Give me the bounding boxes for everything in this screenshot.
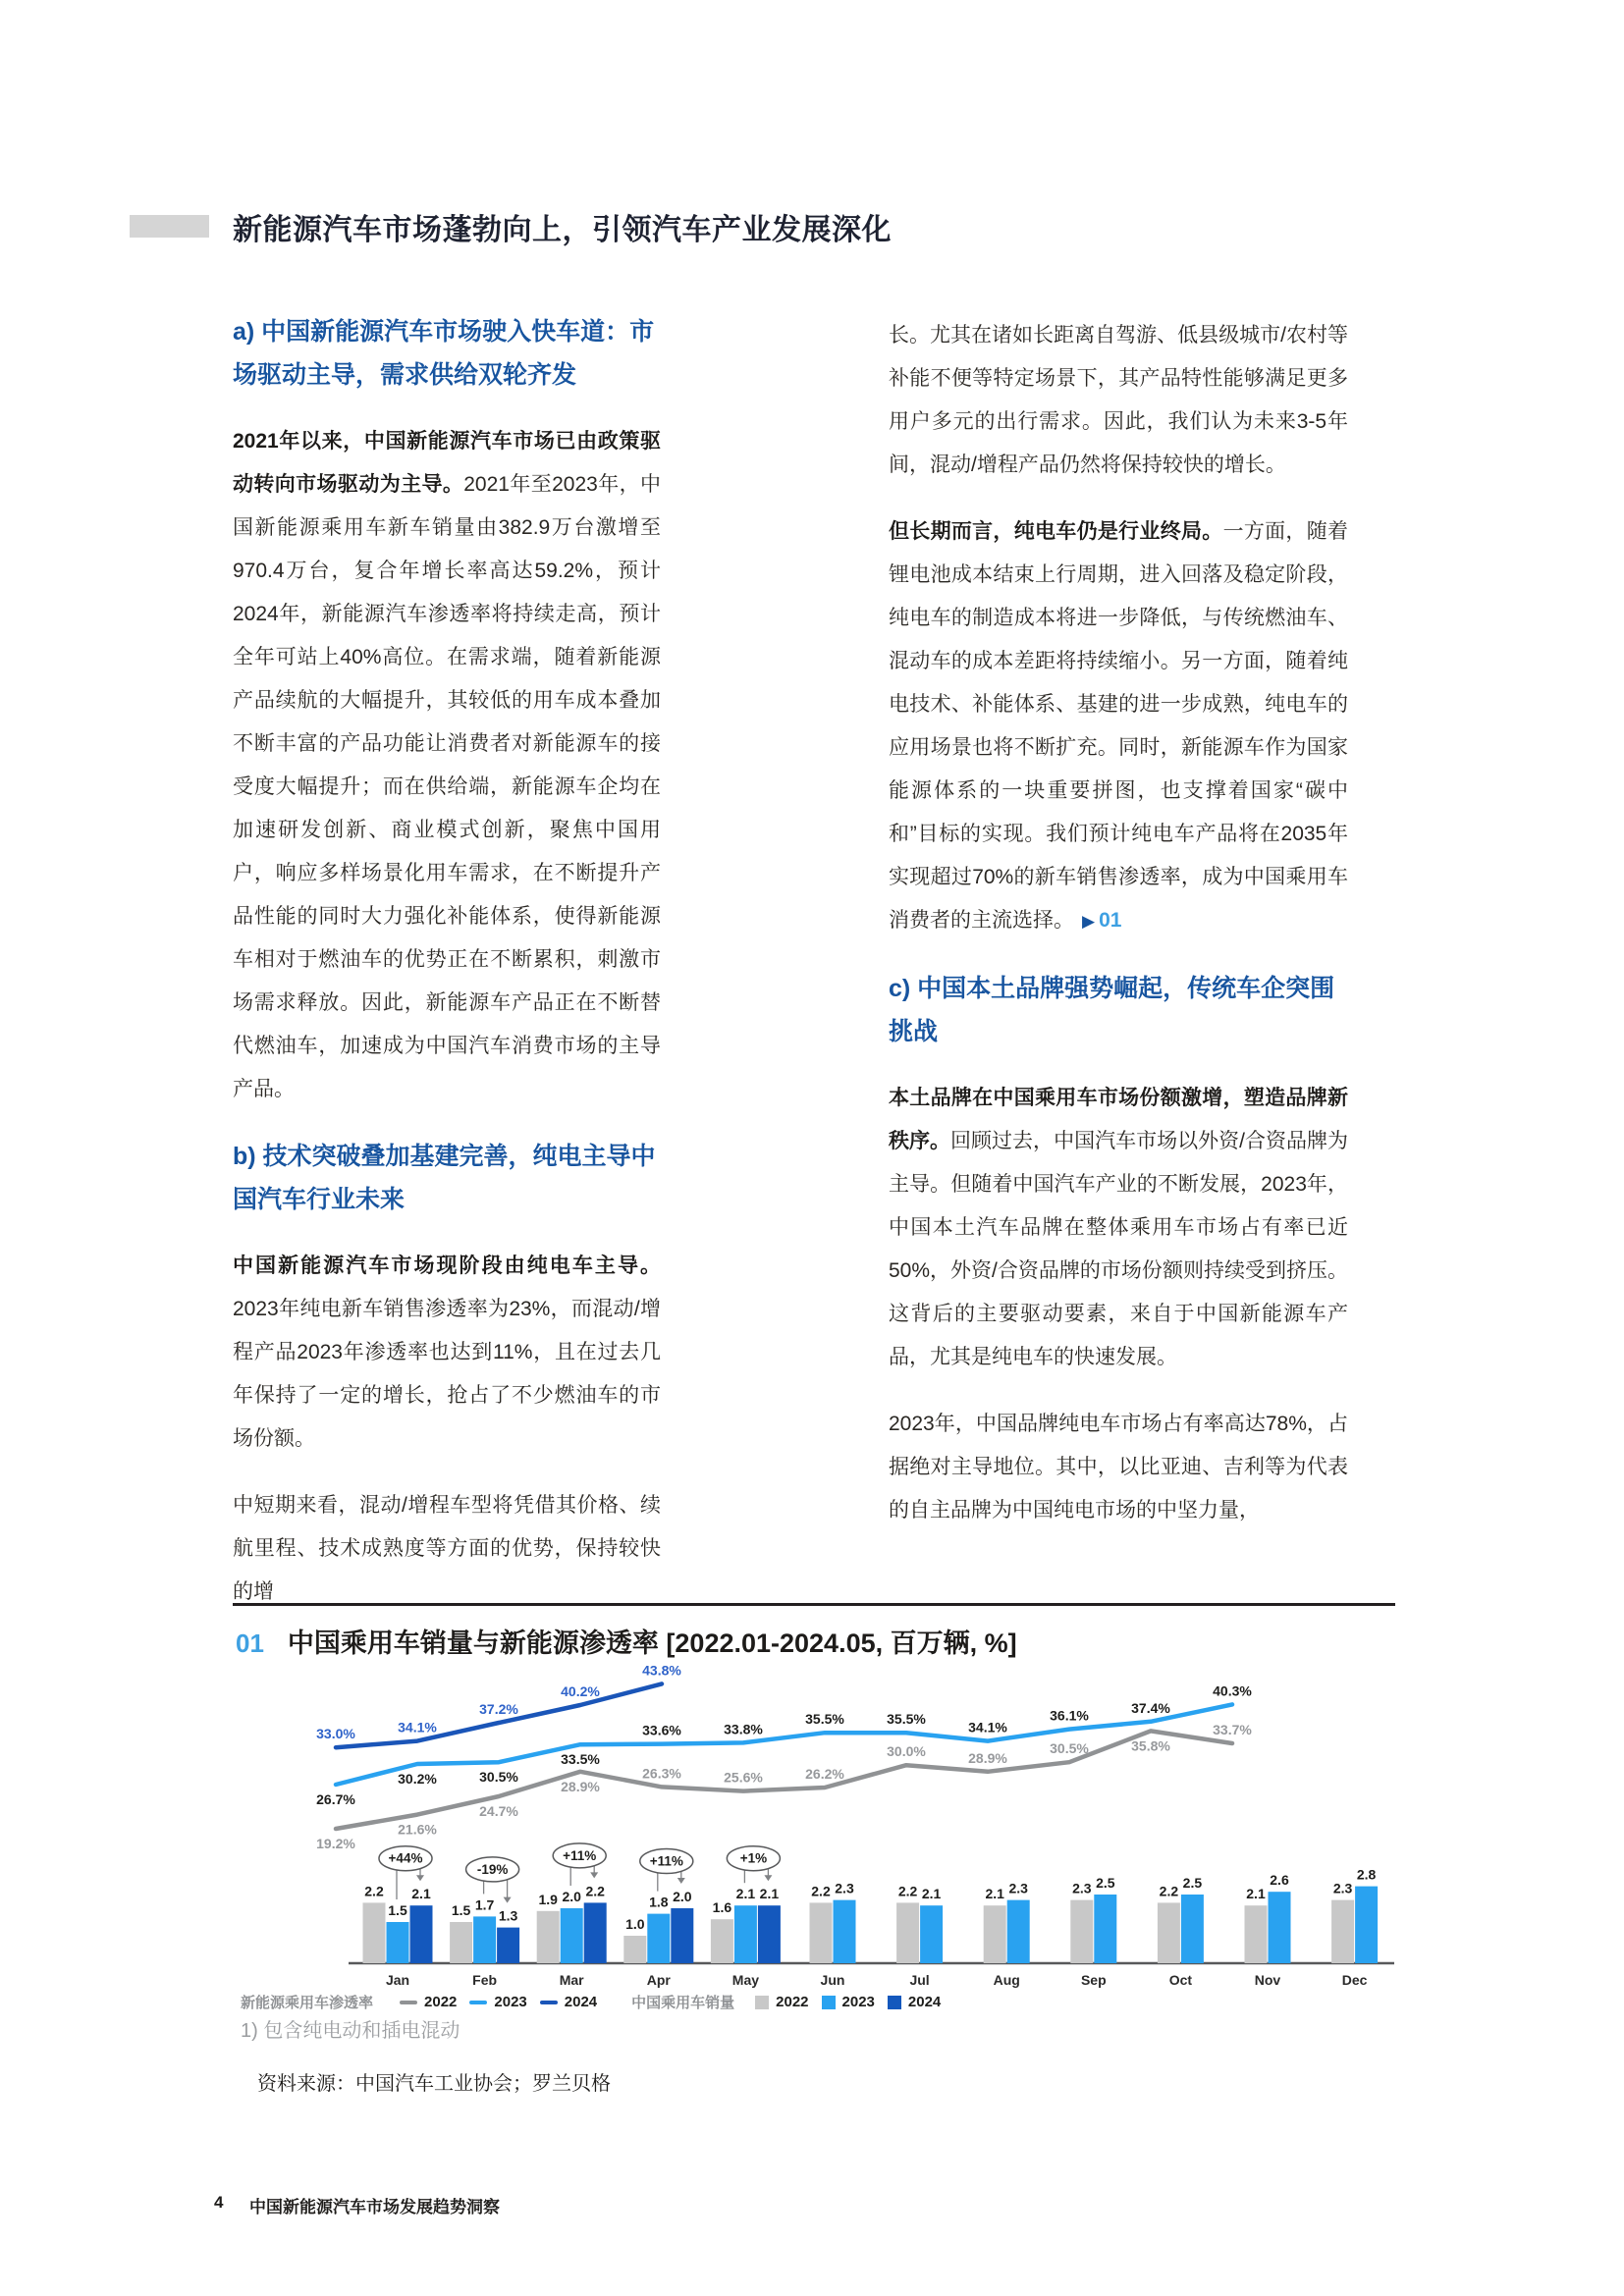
bar-swatch-2022 [755, 1996, 769, 2009]
section-b-lead: 中国新能源汽车市场现阶段由纯电车主导。 [233, 1255, 661, 1277]
section-c-body: 回顾过去，中国汽车市场以外资/合资品牌为主导。但随着中国汽车产业的不断发展，2023年，中国本土汽车品牌在整体乘用车市场占有率已近50%，外资/合资品牌的市场份额则持续受到挤压。 这背后的主要驱动要素，来自于中国新能源车产品，尤其是纯电车的快速发展。 [889, 1130, 1348, 1368]
svg-text:2.2: 2.2 [1159, 1883, 1179, 1899]
svg-text:35.8%: 35.8% [1131, 1737, 1170, 1754]
svg-text:36.1%: 36.1% [1050, 1707, 1089, 1724]
page-title: 新能源汽车市场蓬勃向上，引领汽车产业发展深化 [233, 214, 892, 246]
svg-text:30.2%: 30.2% [398, 1771, 437, 1787]
svg-text:2.3: 2.3 [1072, 1880, 1092, 1896]
svg-text:28.9%: 28.9% [561, 1778, 600, 1794]
triangle-right-icon: ▶ [1082, 912, 1096, 931]
section-b-body: 2023年纯电新车销售渗透率为23%，而混动/增程产品2023年渗透率也达到11%，且在过去几年保持了一定的增长，抢占了不少燃油车的市场份额。 [233, 1298, 661, 1450]
long-term-lead: 但长期而言，纯电车仍是行业终局。 [889, 520, 1223, 543]
legend-line-2024-label: 2024 [564, 1994, 598, 2010]
legend-bar-2024-label: 2024 [907, 1994, 942, 2010]
legend-bar-2024 [888, 1994, 941, 2010]
chart-footnote: 1) 包含纯电动和插电混动 [241, 2020, 460, 2042]
section-c-heading: c) 中国本土品牌强势崛起，传统车企突围挑战 [889, 975, 1335, 1045]
svg-text:1.9: 1.9 [538, 1891, 558, 1907]
svg-text:Feb: Feb [472, 1972, 498, 1988]
section-c-paragraph-2: 2023年，中国品牌纯电车市场占有率高达78%，占据绝对主导地位。其中，以比亚迪、吉利等为代表的自主品牌为中国纯电市场的中坚力量， [889, 1413, 1348, 1522]
svg-text:1.6: 1.6 [712, 1899, 732, 1916]
svg-text:40.2%: 40.2% [561, 1683, 600, 1699]
svg-text:1.8: 1.8 [649, 1894, 669, 1910]
svg-text:34.1%: 34.1% [398, 1719, 437, 1735]
svg-text:21.6%: 21.6% [398, 1821, 437, 1838]
bar-swatch-2023 [822, 1996, 836, 2009]
section-a-lead: 2021年以来，中国新能源汽车市场已由政策驱动转向市场驱动为主导。 [233, 430, 661, 496]
svg-text:2.5: 2.5 [1182, 1875, 1203, 1891]
legend-line-2024 [540, 1994, 597, 2010]
legend-bar-2023-label: 2023 [841, 1994, 875, 2010]
svg-text:2.1: 2.1 [759, 1886, 780, 1902]
legend-line-2022 [400, 1994, 457, 2010]
svg-text:26.2%: 26.2% [805, 1766, 844, 1782]
legend-bars-label: 中国乘用车销量 [631, 1995, 735, 2011]
figure-01-reference[interactable] [1074, 909, 1121, 932]
svg-text:2.3: 2.3 [1008, 1880, 1028, 1896]
svg-text:26.7%: 26.7% [316, 1791, 355, 1807]
svg-text:37.2%: 37.2% [479, 1701, 518, 1717]
svg-text:Dec: Dec [1341, 1972, 1368, 1988]
svg-text:1.5: 1.5 [451, 1902, 471, 1918]
svg-text:2.2: 2.2 [585, 1883, 605, 1899]
svg-text:43.8%: 43.8% [642, 1662, 681, 1679]
section-c-lead: 本土品牌在中国乘用车市场份额激增，塑造品牌新秩序。 [889, 1087, 1348, 1152]
page-number: 4 [214, 2193, 224, 2212]
svg-text:2.5: 2.5 [1096, 1875, 1115, 1891]
svg-text:24.7%: 24.7% [479, 1803, 518, 1819]
svg-text:2.2: 2.2 [811, 1883, 831, 1899]
right-column [889, 314, 1348, 1556]
svg-text:Nov: Nov [1254, 1972, 1281, 1988]
svg-text:2.1: 2.1 [985, 1886, 1004, 1902]
svg-text:35.5%: 35.5% [805, 1711, 844, 1728]
figure-01-reference-number: 01 [1099, 909, 1122, 932]
svg-text:1.5: 1.5 [388, 1902, 407, 1918]
svg-text:2.1: 2.1 [1246, 1886, 1266, 1902]
svg-text:+1%: +1% [739, 1850, 768, 1866]
svg-text:37.4%: 37.4% [1131, 1699, 1170, 1716]
svg-text:Jan: Jan [385, 1972, 410, 1988]
svg-text:Jun: Jun [820, 1972, 845, 1988]
section-b-heading: b) 技术突破叠加基建完善，纯电主导中国汽车行业未来 [233, 1143, 656, 1213]
svg-text:2.0: 2.0 [562, 1889, 581, 1904]
svg-text:1.0: 1.0 [625, 1916, 645, 1932]
svg-text:26.3%: 26.3% [642, 1765, 681, 1782]
svg-text:33.0%: 33.0% [316, 1726, 355, 1742]
legend-bar-2023 [822, 1994, 875, 2010]
line-swatch-2024 [540, 2001, 558, 2004]
svg-text:2.6: 2.6 [1270, 1872, 1289, 1889]
svg-text:2.1: 2.1 [411, 1886, 431, 1902]
svg-text:2.3: 2.3 [1332, 1880, 1353, 1896]
svg-text:30.0%: 30.0% [887, 1743, 926, 1760]
chart-source: 资料来源：中国汽车工业协会；罗兰贝格 [257, 2073, 611, 2095]
svg-text:Mar: Mar [559, 1972, 584, 1988]
document-title: 中国新能源汽车市场发展趋势洞察 [249, 2198, 500, 2216]
svg-text:19.2%: 19.2% [316, 1836, 355, 1851]
svg-text:Jul: Jul [909, 1972, 930, 1988]
svg-text:25.6%: 25.6% [724, 1769, 763, 1786]
continuation-paragraph: 长。尤其在诸如长距离自驾游、低县级城市/农村等补能不便等特定场景下，其产品特性能够满足更多用户多元的出行需求。因此，我们认为未来3-5年间，混动/增程产品仍然将保持较快的增长。 [889, 324, 1348, 476]
legend-bar-2022 [755, 1994, 808, 2010]
svg-text:Sep: Sep [1080, 1972, 1107, 1988]
svg-text:2.1: 2.1 [735, 1886, 756, 1902]
section-a-paragraph [233, 420, 661, 1111]
line-swatch-2023 [469, 2001, 487, 2004]
figure-title-row [236, 1622, 1017, 1660]
section-b-paragraph-2: 中短期来看，混动/增程车型将凭借其价格、续航里程、技术成熟度等方面的优势，保持较快的增 [233, 1494, 661, 1603]
svg-text:2.3: 2.3 [835, 1880, 854, 1896]
svg-text:1.7: 1.7 [474, 1896, 495, 1913]
svg-text:30.5%: 30.5% [479, 1769, 518, 1786]
svg-text:2.2: 2.2 [364, 1883, 384, 1899]
svg-text:+44%: +44% [388, 1850, 423, 1866]
line-swatch-2022 [400, 2001, 417, 2004]
svg-text:33.6%: 33.6% [642, 1722, 681, 1738]
svg-text:2.2: 2.2 [897, 1883, 918, 1899]
svg-text:+11%: +11% [563, 1847, 597, 1863]
svg-text:-19%: -19% [476, 1861, 509, 1877]
svg-text:Apr: Apr [646, 1972, 671, 1988]
section-a-body: 2021年至2023年，中国新能源乘用车新车销量由382.9万台激增至970.4万台，复合年增长率高达59.2%，预计2024年，新能源汽车渗透率将持续走高，预计全年可站上40%高位。在需求端，随着新能源产品续航的大幅提升，其较低的用车成本叠加不断丰富的产品功能让消费者对新能源车的接受度大幅提升；而在供给端，新能源车企均在加速研发创新、商业模式创新，聚焦中国用户，响应多样场景化用车需求，在不断提升产品性能的同时大力强化补能体系，使得新能源车相对于燃油车的优势正在不断累积，刺激市场需求释放。因此，新能源车产品正在不断替代燃油车，加速成为中国汽车消费市场的主导产品。 [233, 473, 661, 1100]
svg-text:Aug: Aug [993, 1972, 1020, 1988]
svg-text:35.5%: 35.5% [887, 1711, 926, 1728]
bar-swatch-2024 [888, 1996, 901, 2009]
svg-text:+11%: +11% [649, 1853, 683, 1869]
svg-text:2.8: 2.8 [1356, 1866, 1377, 1883]
sales-penetration-combo-chart [233, 1664, 1396, 1990]
section-b-paragraph-1 [233, 1245, 661, 1461]
svg-text:Oct: Oct [1168, 1972, 1193, 1988]
svg-text:33.7%: 33.7% [1213, 1722, 1252, 1737]
svg-text:28.9%: 28.9% [968, 1749, 1007, 1766]
long-term-body: 一方面，随着锂电池成本结束上行周期，进入回落及稳定阶段，纯电车的制造成本将进一步降低，与传统燃油车、混动车的成本差距将持续缩小。另一方面，随着纯电技术、补能体系、基建的进一步成熟，纯电车的应用场景也将不断扩充。同时，新能源车作为国家能源体系的一块重要拼图，也支撑着国家“碳中和”目标的实现。我们预计纯电车产品将在2035年实现超过70%的新车销售渗透率，成为中国乘用车消费者的主流选择。 [889, 520, 1349, 932]
left-column [233, 310, 661, 1637]
svg-text:34.1%: 34.1% [968, 1719, 1007, 1735]
section-a-heading: a) 中国新能源汽车市场驶入快车道：市场驱动主导，需求供给双轮齐发 [233, 318, 655, 389]
svg-text:33.8%: 33.8% [724, 1721, 763, 1737]
svg-text:40.3%: 40.3% [1213, 1682, 1252, 1699]
svg-text:30.5%: 30.5% [1050, 1740, 1089, 1757]
header-accent-bar [130, 215, 209, 238]
long-term-paragraph [889, 510, 1348, 943]
svg-text:1.3: 1.3 [498, 1907, 518, 1924]
section-c-paragraph-1 [889, 1077, 1348, 1379]
svg-text:33.5%: 33.5% [561, 1751, 600, 1768]
svg-text:2.0: 2.0 [673, 1889, 692, 1904]
legend-line-2022-label: 2022 [424, 1994, 458, 2010]
figure-divider [233, 1603, 1395, 1606]
chart-legend [241, 1992, 941, 2012]
legend-bar-2022-label: 2022 [776, 1994, 809, 2010]
svg-text:May: May [731, 1972, 760, 1988]
svg-text:2.1: 2.1 [921, 1886, 942, 1902]
legend-lines-label: 新能源乘用车渗透率 [241, 1995, 374, 2011]
figure-title: 中国乘用车销量与新能源渗透率 [2022.01-2024.05, 百万辆, %] [287, 1629, 1017, 1658]
legend-line-2023 [469, 1994, 526, 2010]
figure-number: 01 [236, 1629, 264, 1658]
legend-line-2023-label: 2023 [494, 1994, 527, 2010]
